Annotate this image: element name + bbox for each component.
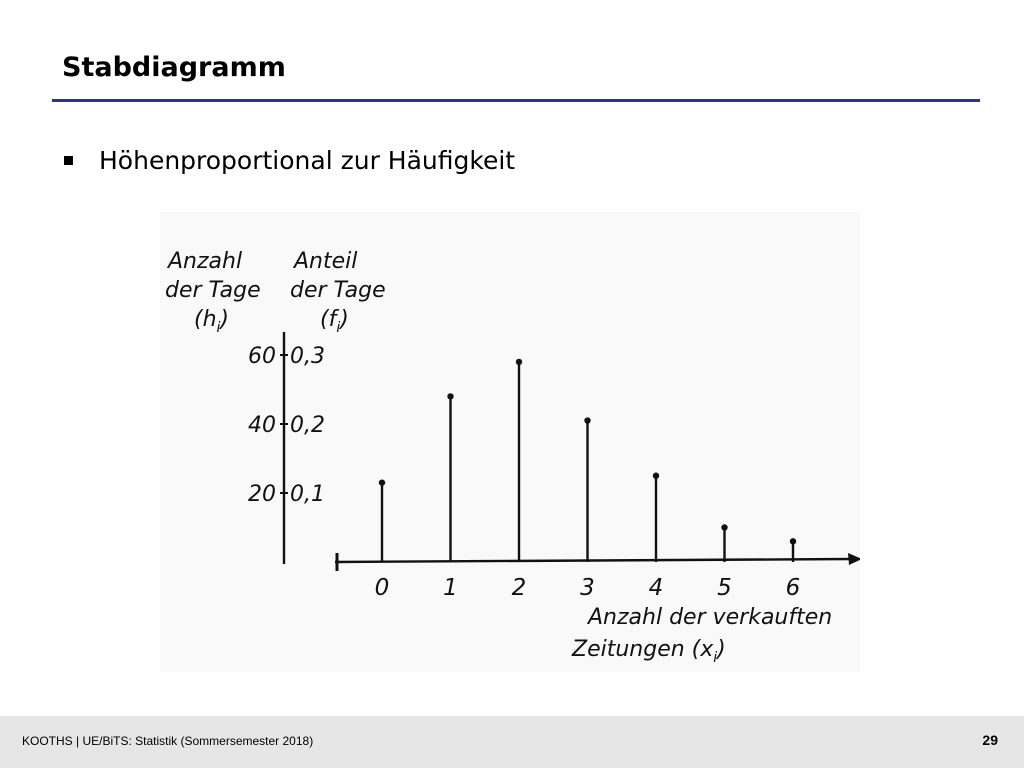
- y-label-left-line1: Anzahl: [168, 249, 243, 274]
- slide-title: Stabdiagramm: [62, 52, 286, 83]
- x-tick-label-0: 0: [374, 575, 390, 601]
- y-tick-label-right-20: 0,1: [290, 482, 325, 507]
- y-tick-label-left-60: 60: [248, 344, 276, 369]
- y-label-left-paren-open: (h: [194, 307, 217, 332]
- y-tick-label-left-20: 20: [248, 482, 276, 507]
- stick-chart: [160, 212, 860, 672]
- x-label-subscript: i: [713, 650, 718, 666]
- footer-text: KOOTHS | UE/BiTS: Statistik (Sommersemester 2018): [22, 734, 314, 748]
- x-tick-label-5: 5: [717, 575, 732, 601]
- x-label-line1: Anzahl der verkauften: [588, 605, 833, 630]
- y-tick-label-right-40: 0,2: [290, 413, 325, 438]
- title-divider: [52, 99, 980, 102]
- svg-text:(fi): [320, 307, 349, 336]
- x-tick-label-4: 4: [648, 575, 664, 601]
- footer: [0, 716, 1024, 768]
- y-label-left-line2: der Tage: [165, 278, 261, 303]
- x-tick-label-6: 6: [785, 575, 801, 601]
- y-axis-label-left: [165, 249, 261, 336]
- bullet-square-icon: [64, 156, 73, 165]
- x-tick-label-3: 3: [580, 575, 595, 601]
- page-number: 29: [982, 732, 998, 748]
- y-axis-label-right: [290, 249, 386, 336]
- stick-point-1: [447, 393, 453, 399]
- bullet-text: Höhenproportional zur Häufigkeit: [99, 146, 516, 175]
- chart-image: [160, 212, 860, 672]
- x-label-paren-close: ): [717, 637, 726, 662]
- x-tick-label-2: 2: [511, 575, 527, 601]
- svg-text:(hi): [194, 307, 229, 336]
- stick-point-0: [379, 479, 385, 485]
- y-label-left-paren-close: ): [220, 307, 230, 332]
- x-tick-label-1: 1: [443, 575, 458, 601]
- y-label-right-paren-close: ): [340, 307, 349, 332]
- y-label-right-subscript: i: [336, 320, 341, 336]
- svg-text:Zeitungen (xi): [571, 637, 726, 666]
- bullet-item: [64, 146, 515, 175]
- y-label-left-subscript: i: [216, 320, 221, 336]
- x-label-line2-text: Zeitungen (x: [572, 637, 714, 662]
- stick-point-5: [721, 524, 727, 530]
- y-tick-label-left-40: 40: [248, 413, 276, 438]
- stick-point-3: [584, 417, 590, 423]
- x-axis-label: [571, 605, 832, 666]
- stick-point-2: [516, 359, 522, 365]
- y-tick-label-right-60: 0,3: [290, 344, 325, 369]
- stick-point-4: [653, 473, 659, 479]
- stick-point-6: [790, 538, 796, 544]
- x-axis-arrowhead: [848, 553, 860, 565]
- x-axis-line: [335, 559, 850, 562]
- y-label-right-line1: Anteil: [294, 249, 358, 274]
- y-label-right-paren-open: (f: [320, 307, 337, 332]
- y-label-right-line2: der Tage: [290, 278, 386, 303]
